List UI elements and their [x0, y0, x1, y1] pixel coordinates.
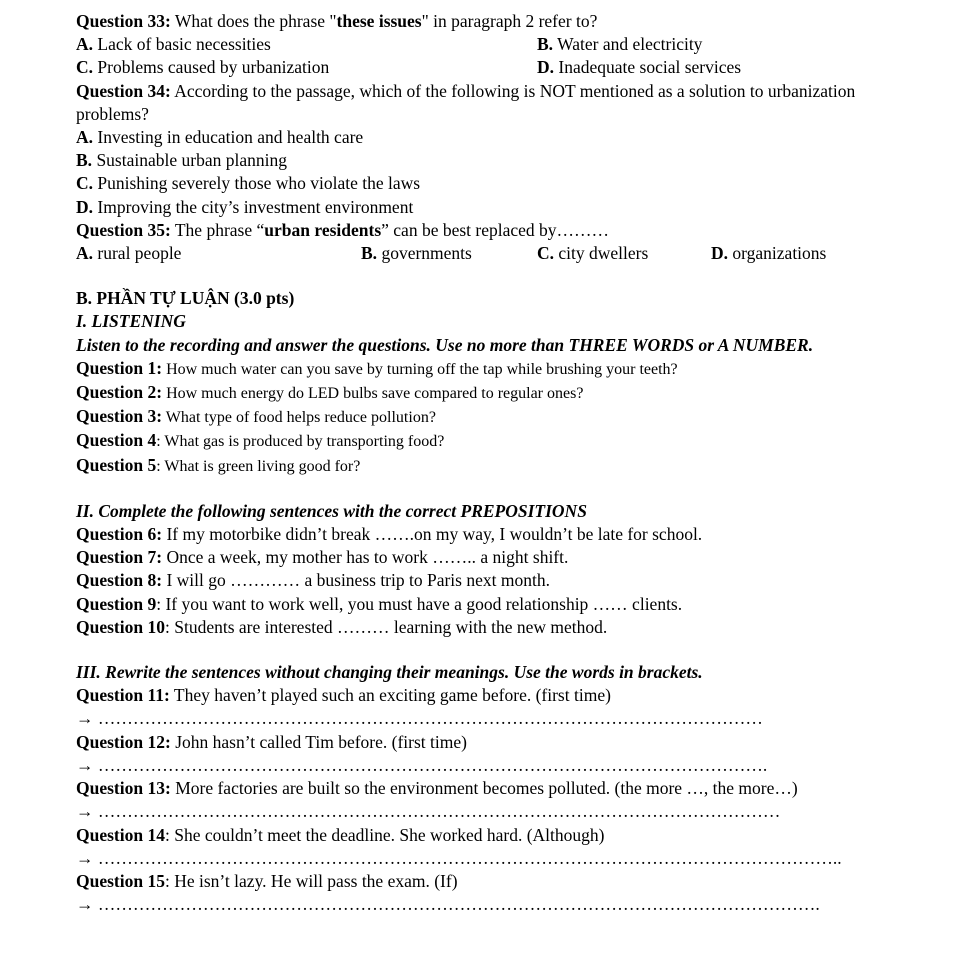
- option-b: B. Sustainable urban planning: [76, 150, 287, 171]
- answer-line[interactable]: → …………………………………………………………………………………………………….: [76, 754, 768, 775]
- question-10: Question 10: Students are interested ……… learning with the new method.: [76, 616, 608, 637]
- answer-line[interactable]: → ………………………………………………………………………………………………………………..: [76, 847, 842, 868]
- question-35: [76, 219, 956, 242]
- option-a: A. Investing in education and health care: [76, 127, 364, 148]
- options-row: [76, 242, 956, 265]
- question-34: [76, 80, 876, 126]
- question-12: Question 12: John hasn’t called Tim before. (first time): [76, 731, 467, 752]
- question-label: Question 35:: [76, 219, 171, 240]
- exam-page: [76, 10, 956, 916]
- question-15: Question 15: He isn’t lazy. He will pass the exam. (If): [76, 870, 458, 891]
- question-6: Question 6: If my motorbike didn’t break …….on my way, I wouldn’t be late for school.: [76, 524, 703, 545]
- rewrite-heading: III. Rewrite the sentences without changing their meanings. Use the words in brackets.: [76, 662, 703, 683]
- question-8: Question 8: I will go ………… a business trip to Paris next month.: [76, 570, 550, 591]
- question-33: [76, 10, 956, 33]
- options-row: [76, 33, 956, 56]
- option-b: B. Water and electricity: [537, 34, 703, 55]
- option-c: C. Punishing severely those who violate the laws: [76, 173, 421, 194]
- question-7: Question 7: Once a week, my mother has to work …….. a night shift.: [76, 547, 569, 568]
- emphasized-phrase: these issues: [336, 11, 422, 31]
- spacer: [76, 639, 956, 661]
- question-text: The phrase “: [170, 219, 265, 240]
- question-label: Question 33:: [76, 11, 171, 31]
- listening-heading: I. LISTENING: [76, 311, 186, 332]
- option-d: D. organizations: [711, 243, 827, 264]
- question-label: Question 34:: [76, 80, 171, 101]
- option-b: B. governments: [361, 243, 472, 264]
- emphasized-phrase: urban residents: [264, 219, 382, 240]
- question-9: Question 9: If you want to work well, you must have a good relationship …… clients.: [76, 593, 683, 614]
- question-13: Question 13: More factories are built so the environment becomes polluted. (the more …, the more…): [76, 778, 798, 799]
- answer-line[interactable]: → ………………………………………………………………………………………………………: [76, 801, 781, 822]
- question-3: Question 3: What type of food helps reduce pollution?: [76, 406, 436, 427]
- question-4: Question 4: What gas is produced by transporting food?: [76, 430, 445, 451]
- option-d: D. Inadequate social services: [537, 57, 742, 78]
- question-11: Question 11: They haven’t played such an exciting game before. (first time): [76, 685, 611, 706]
- options-row: [76, 56, 956, 79]
- question-text: What does the phrase ": [170, 11, 337, 31]
- question-1: Question 1: How much water can you save by turning off the tap while brushing your teeth?: [76, 357, 678, 378]
- listening-instruction: Listen to the recording and answer the questions. Use no more than THREE WORDS or A NUMBER.: [76, 334, 814, 355]
- option-a: A. rural people: [76, 243, 182, 264]
- question-text: ” can be best replaced by………: [381, 219, 610, 240]
- prepositions-heading: II. Complete the following sentences with the correct PREPOSITIONS: [76, 500, 587, 521]
- question-5: Question 5: What is green living good for?: [76, 454, 361, 475]
- question-text: According to the passage, which of the following is NOT mentioned as a solution to urbanization problems?: [76, 80, 856, 124]
- option-a: A. Lack of basic necessities: [76, 34, 271, 55]
- answer-line[interactable]: → ……………………………………………………………………………………………………: [76, 708, 763, 729]
- section-title: B. PHẦN TỰ LUẬN (3.0 pts): [76, 288, 295, 309]
- option-d: D. Improving the city’s investment environment: [76, 196, 414, 217]
- option-c: C. Problems caused by urbanization: [76, 57, 330, 78]
- spacer: [76, 478, 956, 500]
- answer-line[interactable]: → …………………………………………………………………………………………………………….: [76, 894, 820, 915]
- option-c: C. city dwellers: [537, 243, 649, 264]
- question-14: Question 14: She couldn’t meet the deadline. She worked hard. (Although): [76, 824, 605, 845]
- question-text: " in paragraph 2 refer to?: [421, 11, 598, 31]
- question-2: Question 2: How much energy do LED bulbs save compared to regular ones?: [76, 382, 584, 403]
- spacer: [76, 265, 956, 287]
